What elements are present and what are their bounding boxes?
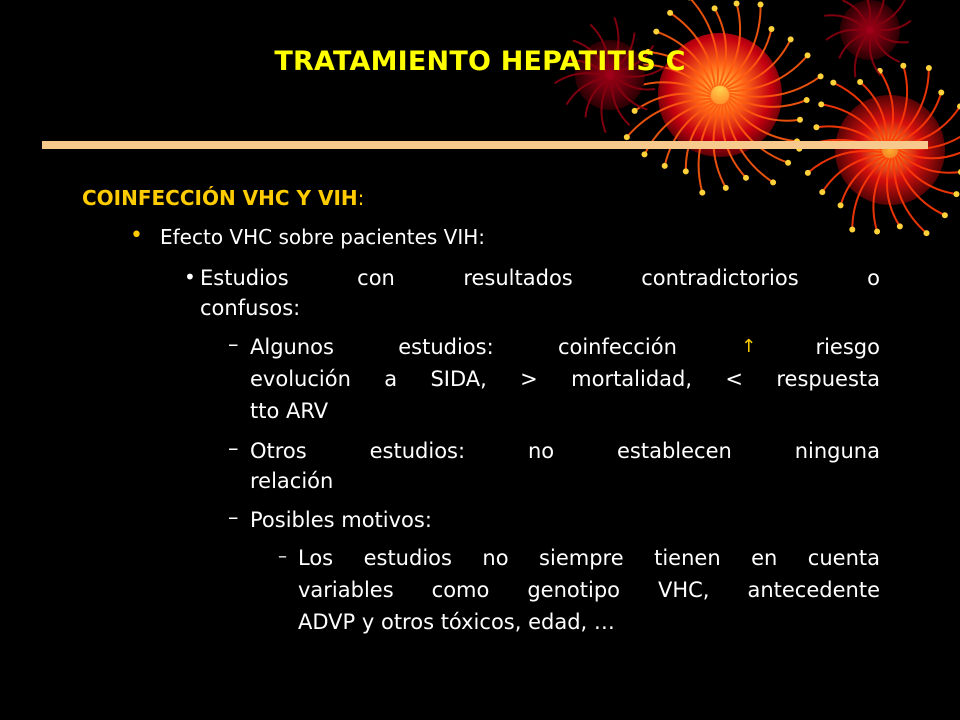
level3-item2-line2: relación xyxy=(250,469,334,493)
level2-line2: confusos: xyxy=(200,296,301,320)
section-heading-colon: : xyxy=(357,186,365,210)
level3-item1-line1-w3: coinfección xyxy=(557,335,677,359)
level3-item1-line2: evolución a SIDA, > mortalidad, < respuesta xyxy=(250,367,880,391)
increase-arrow-icon: ↑ xyxy=(741,336,757,357)
level3-item1-after-arrow: riesgo xyxy=(815,335,880,359)
level3-item1-line1 xyxy=(250,332,880,362)
level3-item3-line1: Posibles motivos: xyxy=(250,508,432,532)
slide-title: TRATAMIENTO HEPATITIS C xyxy=(274,46,686,77)
section-heading xyxy=(82,186,364,210)
bullet-level1: • xyxy=(130,223,143,248)
title-divider xyxy=(42,141,928,149)
dash-level3-1: – xyxy=(228,332,239,356)
section-heading-text: COINFECCIÓN VHC Y VIH xyxy=(82,186,358,210)
level4-line2: variables como genotipo VHC, antecedente xyxy=(298,578,880,602)
level3-item2-line1: Otros estudios: no establecen ninguna xyxy=(250,439,880,463)
dash-level4: – xyxy=(278,546,287,567)
level3-item1-line3: tto ARV xyxy=(250,399,329,423)
bullet-level2: • xyxy=(184,265,196,289)
dash-level3-3: – xyxy=(228,505,239,529)
level4-line1: Los estudios no siempre tienen en cuenta xyxy=(298,546,880,570)
level3-item1-line1-w2: estudios: xyxy=(398,335,494,359)
level3-item1-line1-w1: Algunos xyxy=(250,335,334,359)
level4-line3: ADVP y otros tóxicos, edad, … xyxy=(298,610,615,634)
level1-text: Efecto VHC sobre pacientes VIH: xyxy=(160,225,486,249)
level2-line1: Estudios con resultados contradictorios o xyxy=(200,266,880,290)
dash-level3-2: – xyxy=(228,436,239,460)
